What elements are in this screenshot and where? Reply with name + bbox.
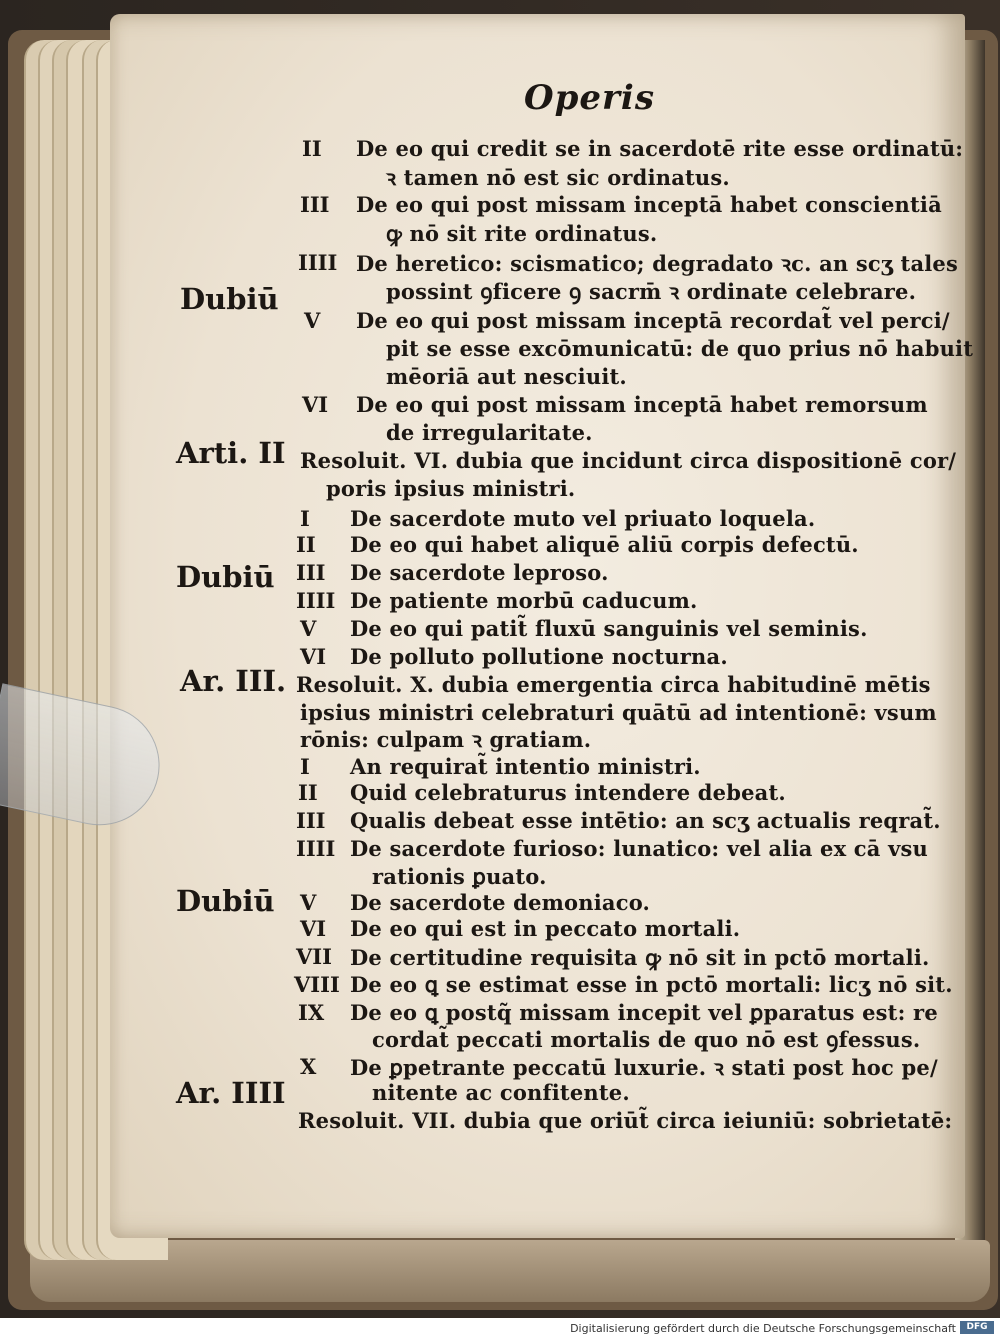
margin-label: Ar. III.: [180, 664, 287, 698]
margin-label: Ar. IIII: [176, 1076, 286, 1110]
entry-line: De sacerdote demoniaco.: [350, 890, 651, 915]
printed-page: [110, 14, 974, 1238]
entry-line: nitente ac confitente.: [372, 1080, 630, 1105]
entry-number: VI: [302, 392, 329, 417]
entry-number: IIII: [296, 588, 336, 613]
running-header: Operis: [524, 78, 655, 118]
entry-line: De eo ꝗ se estimat esse in pctō mortali: licʒ nō sit.: [350, 972, 953, 997]
entry-line: rationis ꝑuato.: [372, 864, 547, 889]
entry-line: De eo qui habet aliquē aliū corpis defectū.: [350, 532, 859, 557]
margin-label: Dubiū: [176, 560, 275, 594]
entry-line: Qualis debeat esse intētio: an scʒ actualis reqrat̃.: [350, 808, 941, 833]
entry-line: possint ꝯficere ꝯ sacrm̄ ꝛ ordinate celebrare.: [386, 279, 917, 304]
entry-line: mēoriā aut nesciuit.: [386, 364, 627, 389]
entry-line: De ꝑpetrante peccatū luxurie. ꝛ stati post hoc pe/: [350, 1055, 938, 1080]
entry-line: ꝙ nō sit rite ordinatus.: [386, 221, 658, 246]
entry-line: De eo qui patit̃ fluxū sanguinis vel seminis.: [350, 616, 868, 641]
entry-number: III: [296, 808, 326, 833]
article-heading: Resoluit. VI. dubia que incidunt circa dispositionē cor/: [300, 448, 957, 473]
entry-line: de irregularitate.: [386, 420, 593, 445]
entry-line: De eo qui est in peccato mortali.: [350, 916, 741, 941]
entry-number: VII: [296, 944, 332, 969]
entry-line: De eo qui post missam inceptā habet conscientiā: [356, 192, 942, 217]
entry-line: De sacerdote furioso: lunatico: vel alia ex cā vsu: [350, 836, 929, 861]
entry-number: IIII: [296, 836, 336, 861]
entry-line: De eo qui post missam inceptā recordat̃ vel perci/: [356, 308, 950, 333]
entry-number: III: [300, 192, 330, 217]
margin-label: Arti. II: [176, 436, 286, 470]
footer-bar: [0, 1318, 1000, 1338]
entry-number: IIII: [298, 250, 338, 275]
entry-line: De sacerdote muto vel priuato loquela.: [350, 506, 816, 531]
entry-line: De eo ꝗ postq̃ missam incepit vel ꝑparatus est: re: [350, 1000, 938, 1025]
margin-label: Dubiū: [180, 282, 279, 316]
entry-number: I: [300, 754, 310, 779]
entry-number: X: [300, 1054, 317, 1079]
funding-credit: Digitalisierung gefördert durch die Deutsche Forschungsgemeinschaft: [570, 1322, 956, 1335]
entry-number: I: [300, 506, 310, 531]
entry-number: III: [296, 560, 326, 585]
article-heading: Resoluit. X. dubia emergentia circa habitudinē mētis: [296, 672, 931, 697]
entry-number: V: [300, 890, 317, 915]
entry-number: V: [300, 616, 317, 641]
entry-line: De eo qui post missam inceptā habet remorsum: [356, 392, 928, 417]
article-heading: poris ipsius ministri.: [326, 476, 576, 501]
entry-line: De polluto pollutione nocturna.: [350, 644, 728, 669]
entry-number: VIII: [294, 972, 340, 997]
entry-number: VI: [300, 916, 327, 941]
entry-number: VI: [300, 644, 327, 669]
article-heading: Resoluit. VII. dubia que oriūt̃ circa ieiuniū: sobrietatē:: [298, 1108, 953, 1133]
entry-line: An requirat̃ intentio ministri.: [350, 754, 701, 779]
entry-line: pit se esse excōmunicatū: de quo prius nō habuit: [386, 336, 974, 361]
entry-number: II: [302, 136, 322, 161]
dfg-logo: DFG: [960, 1321, 994, 1334]
entry-number: II: [296, 532, 316, 557]
entry-number: IX: [298, 1000, 325, 1025]
article-heading: rōnis: culpam ꝛ gratiam.: [300, 727, 592, 752]
entry-number: V: [304, 308, 321, 333]
entry-line: De heretico: scismatico; degradato ꝛc. an scʒ tales: [356, 251, 959, 276]
article-heading: ipsius ministri celebraturi quātū ad intentionē: vsum: [300, 700, 937, 725]
entry-number: II: [298, 780, 318, 805]
entry-line: ꝛ tamen nō est sic ordinatus.: [386, 165, 730, 190]
entry-line: De sacerdote leproso.: [350, 560, 609, 585]
margin-label: Dubiū: [176, 884, 275, 918]
entry-line: Quid celebraturus intendere debeat.: [350, 780, 786, 805]
entry-line: De certitudine requisita ꝙ nō sit in pctō mortali.: [350, 945, 930, 970]
entry-line: De patiente morbū caducum.: [350, 588, 698, 613]
entry-line: De eo qui credit se in sacerdotē rite esse ordinatū:: [356, 136, 964, 161]
entry-line: cordat̃ peccati mortalis de quo nō est ꝯfessus.: [372, 1027, 921, 1052]
book-bottom-edge: [30, 1240, 990, 1302]
